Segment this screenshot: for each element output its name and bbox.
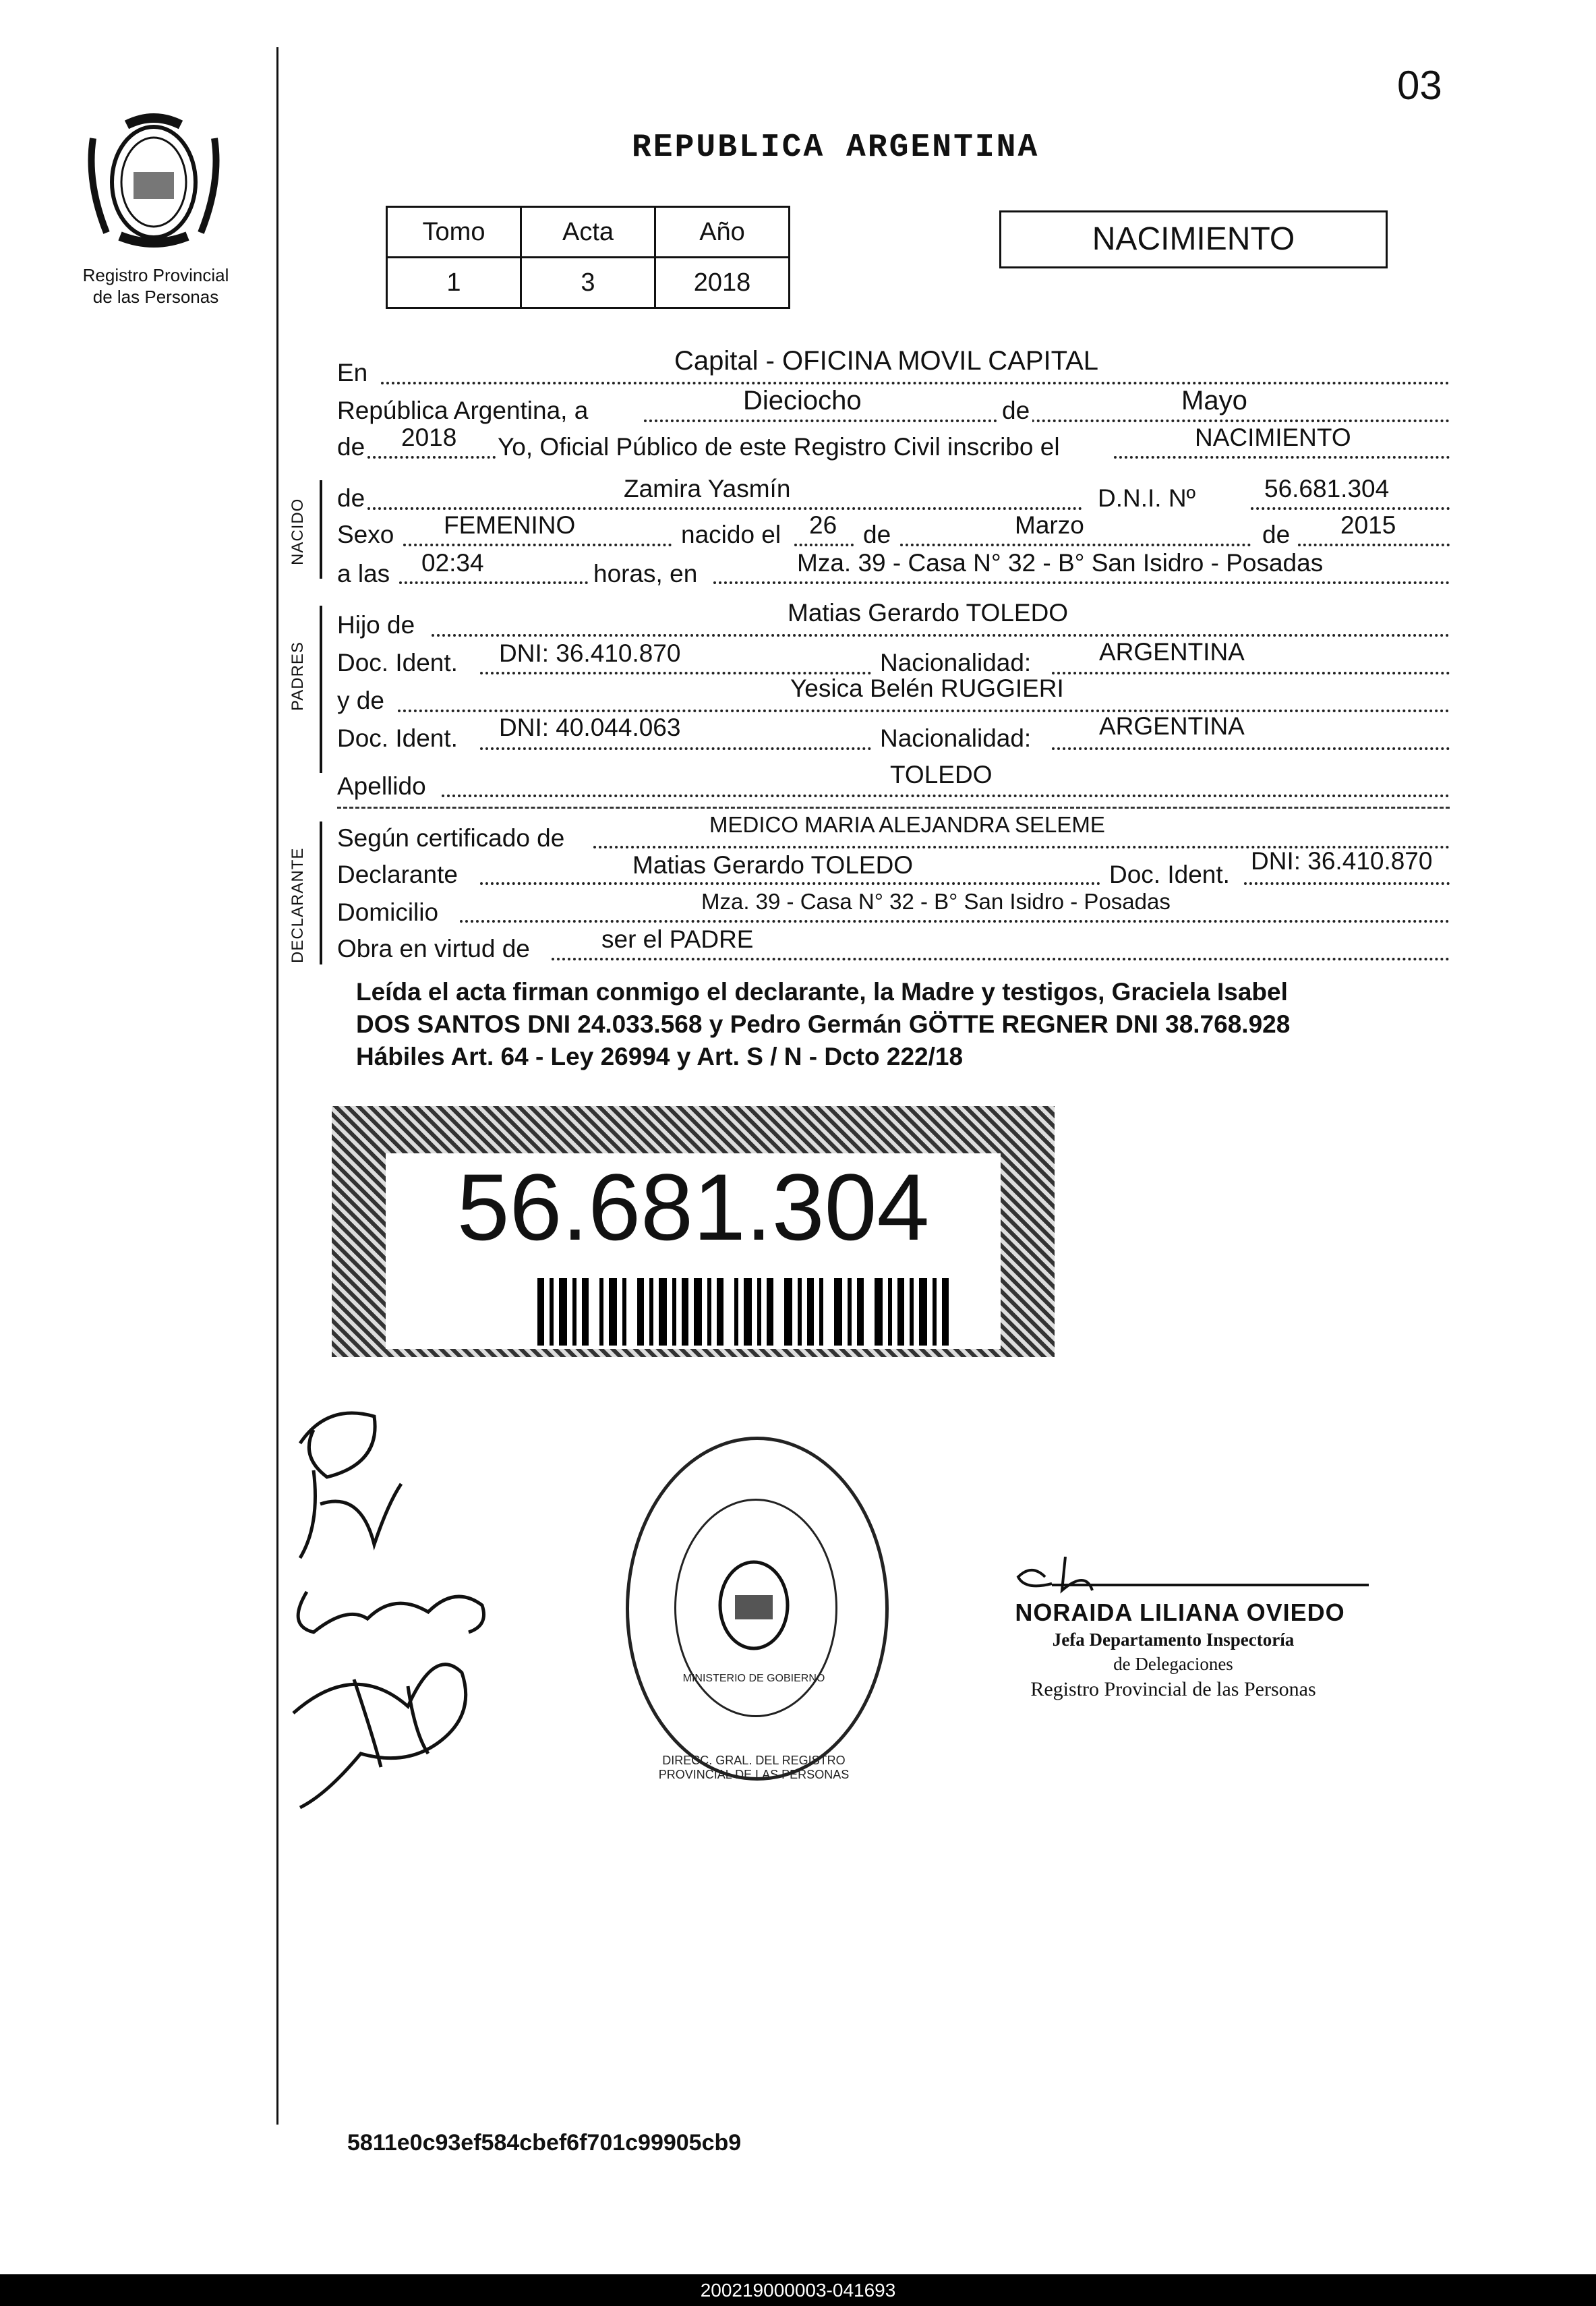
dotted-line	[794, 544, 854, 546]
signatory-title2: de Delegaciones	[1113, 1654, 1233, 1674]
inscribo-value: NACIMIENTO	[1195, 424, 1351, 451]
value-acta: 3	[521, 258, 655, 308]
declarante-doc-label: Doc. Ident.	[1109, 861, 1230, 888]
institution-line1: Registro Provincial	[82, 265, 229, 285]
dotted-line	[713, 581, 1450, 584]
signatory-name: NORAIDA LILIANA OVIEDO	[1015, 1598, 1345, 1626]
sticker-inner	[386, 1153, 1001, 1349]
dotted-line	[399, 581, 588, 584]
dni-label: D.N.I. Nº	[1098, 484, 1196, 512]
id-number: 56.681.304	[456, 1154, 930, 1260]
value-anio: 2018	[655, 258, 790, 308]
declarante-label: Declarante	[337, 861, 458, 888]
record-type-box: NACIMIENTO	[999, 210, 1388, 268]
record-table	[386, 206, 790, 309]
en-label: En	[337, 359, 368, 386]
dotted-line	[381, 382, 1450, 384]
father-doc-label: Doc. Ident.	[337, 649, 458, 676]
apellido-label: Apellido	[337, 772, 426, 800]
stamp-outer-text: DIRECC. GRAL. DEL REGISTRO PROVINCIAL DE LAS PERSONAS	[658, 1754, 850, 1781]
declarante-name: Matias Gerardo TOLEDO	[632, 851, 914, 879]
footer-code: 200219000003-041693	[700, 2280, 896, 2301]
stamp-center-emblem	[715, 1558, 793, 1652]
institution-line2: de las Personas	[92, 287, 219, 307]
closing-line3: Hábiles Art. 64 - Ley 26994 y Art. S / N - Dcto 222/18	[356, 1043, 964, 1070]
obra-value: ser el PADRE	[601, 925, 754, 953]
closing-line2: DOS SANTOS DNI 24.033.568 y Pedro Germán GÖTTE REGNER DNI 38.768.928	[356, 1010, 1291, 1038]
province-seal-logo	[80, 111, 228, 253]
header-tomo: Tomo	[387, 207, 521, 258]
y-de-label: y de	[337, 687, 384, 714]
birth-day: 26	[809, 511, 837, 539]
domicilio-label: Domicilio	[337, 898, 439, 926]
signatory-title3: Registro Provincial de las Personas	[1030, 1678, 1316, 1700]
dotted-line	[1251, 507, 1450, 510]
mother-name: Yesica Belén RUGGIERI	[790, 674, 1064, 702]
signatory-signature	[991, 1557, 1369, 1597]
footer-bar	[0, 2274, 1596, 2306]
dotted-line	[1052, 747, 1450, 750]
closing-line1: Leída el acta firman conmigo el declarante, la Madre y testigos, Graciela Isabel	[356, 978, 1288, 1006]
sexo-label: Sexo	[337, 521, 394, 548]
dotted-line	[442, 795, 1450, 797]
child-name: Zamira Yasmín	[624, 475, 791, 502]
certificado-value: MEDICO MARIA ALEJANDRA SELEME	[709, 812, 1105, 837]
birth-place: Mza. 39 - Casa N° 32 - B° San Isidro - Posadas	[797, 549, 1324, 577]
document-hash: 5811e0c93ef584cbef6f701c99905cb9	[347, 2130, 742, 2156]
dotted-line	[1244, 882, 1450, 885]
declarante-bracket	[320, 821, 322, 964]
inscribo-label: Yo, Oficial Público de este Registro Civil inscribo el	[498, 433, 1060, 461]
page-number: 03	[1397, 63, 1442, 108]
padres-bracket	[320, 606, 322, 773]
declarante-section-label: DECLARANTE	[289, 847, 307, 963]
dotted-line	[367, 456, 496, 459]
mother-nationality: ARGENTINA	[1099, 712, 1245, 740]
declarante-doc: DNI: 36.410.870	[1251, 847, 1433, 875]
dotted-line	[432, 634, 1450, 637]
birth-year-de-label: de	[1262, 521, 1291, 548]
mother-nationality-label: Nacionalidad:	[880, 724, 1032, 752]
year: 2018	[401, 424, 457, 451]
nacido-el-label: nacido el	[681, 521, 781, 548]
country-title: REPUBLICA ARGENTINA	[632, 129, 1040, 166]
day-word: Dieciocho	[743, 386, 862, 415]
month: Mayo	[1181, 386, 1247, 415]
birth-month-de-label: de	[863, 521, 891, 548]
nacido-bracket	[320, 480, 322, 579]
sexo-value: FEMENINO	[444, 511, 576, 539]
birth-time: 02:34	[421, 549, 484, 577]
nacido-section-label: NACIDO	[289, 498, 307, 565]
month-de-label: de	[999, 397, 1032, 425]
nacido-de-label: de	[337, 484, 365, 512]
hijo-de-label: Hijo de	[337, 611, 415, 639]
dotted-line	[1114, 456, 1450, 459]
dotted-line	[403, 544, 672, 546]
domicilio-value: Mza. 39 - Casa N° 32 - B° San Isidro - Posadas	[701, 889, 1171, 914]
header-acta: Acta	[521, 207, 655, 258]
id-sticker	[332, 1106, 1055, 1357]
birth-year: 2015	[1340, 511, 1396, 539]
child-dni: 56.681.304	[1264, 475, 1390, 502]
stamp-inner-text: MINISTERIO DE GOBIERNO	[682, 1673, 825, 1684]
year-de-label: de	[337, 433, 365, 461]
handwritten-signatures	[273, 1389, 543, 1821]
dotted-line	[1298, 544, 1450, 546]
signatory-title1: Jefa Departamento Inspectoría	[1052, 1630, 1295, 1650]
republica-label: República Argentina, a	[337, 397, 589, 424]
header-anio: Año	[655, 207, 790, 258]
dotted-line	[367, 507, 1082, 510]
certificado-label: Según certificado de	[337, 824, 565, 852]
dotted-line	[1052, 672, 1450, 674]
mother-doc-label: Doc. Ident.	[337, 724, 458, 752]
value-tomo: 1	[387, 258, 521, 308]
dotted-line	[552, 958, 1450, 960]
dotted-line	[460, 920, 1450, 923]
obra-label: Obra en virtud de	[337, 935, 530, 962]
dashed-separator	[337, 807, 1450, 809]
father-name: Matias Gerardo TOLEDO	[788, 599, 1069, 627]
dotted-line	[480, 882, 1100, 885]
dotted-line	[480, 747, 871, 750]
dotted-line	[900, 544, 1251, 546]
mother-doc: DNI: 40.044.063	[499, 714, 681, 741]
birth-month: Marzo	[1015, 511, 1084, 539]
father-doc: DNI: 36.410.870	[499, 639, 681, 667]
dotted-line	[644, 420, 1450, 422]
barcode	[537, 1278, 969, 1346]
apellido-value: TOLEDO	[890, 761, 993, 788]
a-las-label: a las	[337, 560, 390, 587]
en-value: Capital - OFICINA MOVIL CAPITAL	[674, 346, 1099, 376]
father-nationality: ARGENTINA	[1099, 638, 1245, 666]
horas-en-label: horas, en	[593, 560, 698, 587]
padres-section-label: PADRES	[289, 641, 307, 711]
father-nationality-label: Nacionalidad:	[880, 649, 1032, 676]
dotted-line	[398, 710, 1450, 712]
